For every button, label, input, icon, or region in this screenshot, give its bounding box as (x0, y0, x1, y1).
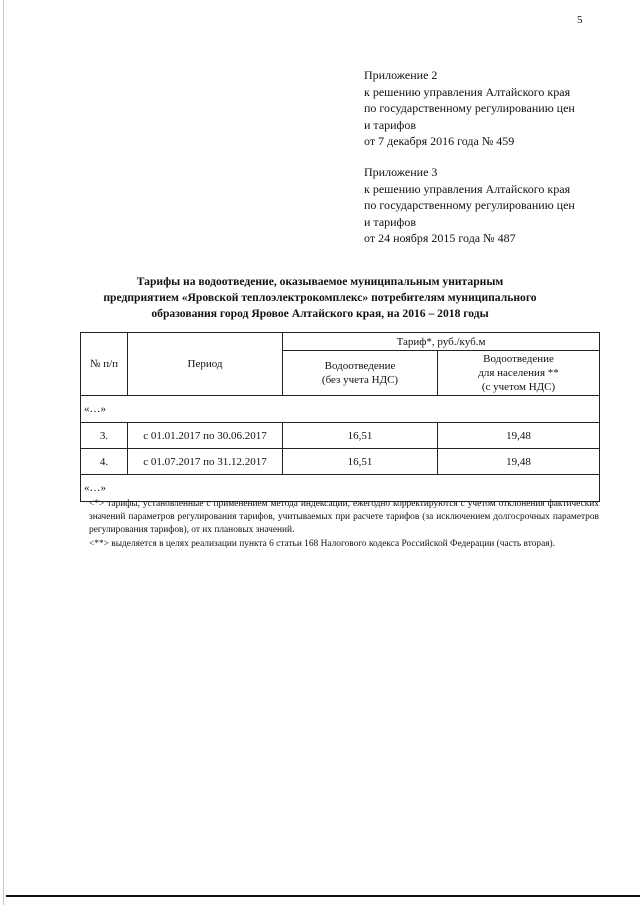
row-num: 4. (81, 449, 128, 475)
header-num: № п/п (81, 333, 128, 396)
appendix-3-line: от 24 ноября 2015 года № 487 (364, 231, 516, 245)
header-no-vat (283, 351, 438, 396)
header-with-vat-line: Водоотведение (483, 353, 554, 365)
appendix-2-line: и тарифов (364, 117, 417, 132)
omitted-rows-marker: «…» (81, 475, 600, 502)
scan-edge-line (3, 0, 4, 905)
page-number: 5 (577, 14, 583, 26)
appendix-3-line: по государственному регулированию цен (364, 198, 575, 212)
appendix-2-line: Приложение 2 (364, 68, 438, 82)
scan-bottom-line (6, 895, 640, 897)
appendix-2-line: от 7 декабря 2016 года № 459 (364, 134, 515, 148)
row-with-vat: 19,48 (438, 449, 600, 475)
document-title (80, 274, 560, 322)
footnotes (89, 498, 599, 551)
appendix-2-header (364, 67, 575, 150)
row-num: 3. (81, 423, 128, 449)
appendix-3-header (364, 164, 575, 247)
row-no-vat: 16,51 (283, 449, 438, 475)
tariff-table (80, 332, 600, 502)
row-with-vat: 19,48 (438, 423, 600, 449)
table-row (81, 423, 600, 449)
row-period: с 01.01.2017 по 30.06.2017 (128, 423, 283, 449)
header-with-vat-line: (с учетом НДС) (481, 381, 556, 393)
title-line: Тарифы на водоотведение, оказываемое муниципальным унитарным (136, 275, 504, 288)
header-period: Период (128, 333, 283, 396)
appendix-3-line: и тарифов (364, 214, 417, 229)
header-with-vat (438, 351, 600, 396)
appendix-3-line: Приложение 3 (364, 165, 438, 179)
title-line: образования город Яровое Алтайского края, на 2016 – 2018 годы (151, 307, 489, 320)
appendix-3-line: к решению управления Алтайского края (364, 181, 571, 196)
row-period: с 01.07.2017 по 31.12.2017 (128, 449, 283, 475)
row-no-vat: 16,51 (283, 423, 438, 449)
title-line: предприятием «Яровской теплоэлектрокомплекс» потребителям муниципального (103, 291, 537, 304)
footnote-1: <*> тарифы, установленные с применением метода индексации, ежегодно корректируются с учетом отклонения фактических значений параметров регулирования тарифов, учитываемых при расчете тарифов (за исключением долгосрочных параметров регулирования тарифов), от их плановых значений. (89, 499, 599, 536)
header-with-vat-line: для населения ** (478, 367, 559, 379)
header-tariff-group: Тариф*, руб./куб.м (283, 333, 600, 351)
omitted-rows-marker: «…» (81, 396, 600, 423)
footnote-2: <**> выделяется в целях реализации пункта 6 статьи 168 Налогового кодекса Российской Федерации (часть вторая). (89, 538, 556, 549)
header-no-vat-line: Водоотведение (324, 360, 396, 372)
table-row (81, 449, 600, 475)
appendix-2-line: к решению управления Алтайского края (364, 84, 571, 99)
header-no-vat-line: (без учета НДС) (321, 374, 399, 386)
appendix-2-line: по государственному регулированию цен (364, 101, 575, 115)
